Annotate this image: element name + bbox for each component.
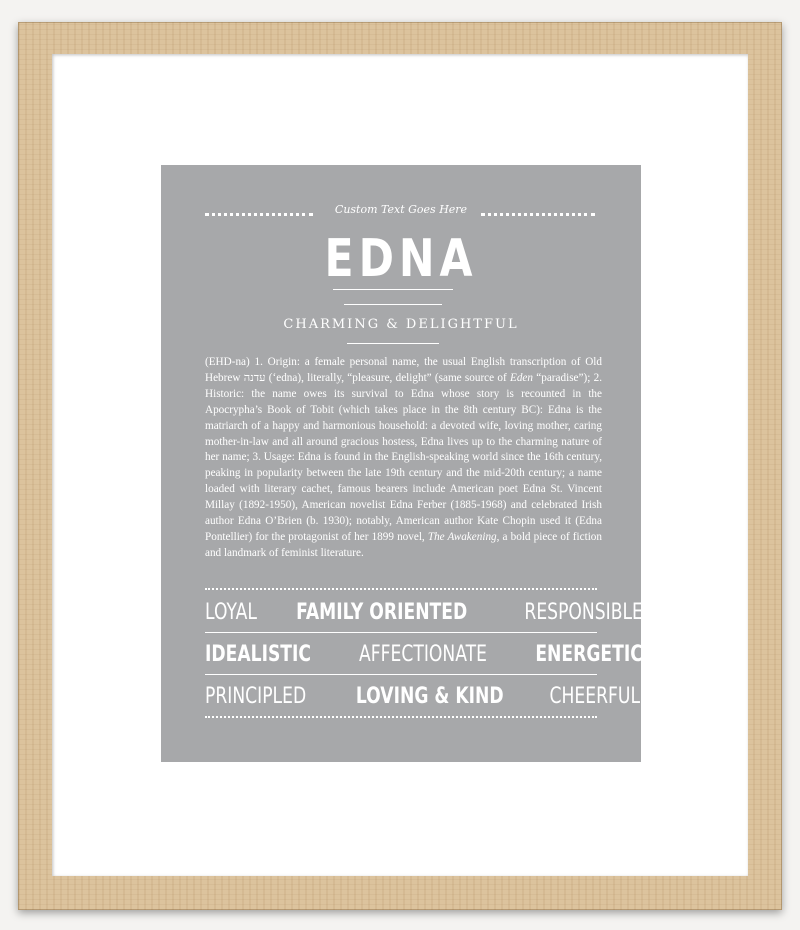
traits-row-2 <box>205 639 643 669</box>
definition-dotted-divider <box>205 588 597 590</box>
title-rule-bottom <box>344 304 442 305</box>
tagline: CHARMING & DELIGHTFUL <box>283 317 519 332</box>
trait: IDEALISTIC <box>205 641 311 667</box>
traits-rule <box>205 632 597 633</box>
title-rule-top <box>333 289 453 290</box>
definition-italic-novel: The Awakening <box>427 530 497 543</box>
definition-text-1: (EHD-na) 1. Origin: a female personal name, the usual English transcription of Old Hebrew עדנה (‘edna), literally, “pleasure, delight” (same source of <box>205 356 602 384</box>
name-print <box>161 165 641 762</box>
traits-row-3 <box>205 681 641 711</box>
dotted-divider-right <box>481 213 595 216</box>
bottom-dotted-divider <box>205 716 597 718</box>
trait: LOVING & KIND <box>355 683 504 709</box>
trait: RESPONSIBLE <box>524 599 643 625</box>
custom-text: Custom Text Goes Here <box>334 203 468 216</box>
definition-text-3: , a bold piece of fiction and landmark of feminist literature. <box>205 530 602 559</box>
trait: FAMILY ORIENTED <box>295 599 467 625</box>
trait: LOYAL <box>205 599 257 625</box>
name-title: EDNA <box>324 229 478 289</box>
trait: PRINCIPLED <box>205 683 307 709</box>
traits-rule <box>205 674 597 675</box>
trait: CHEERFUL <box>549 683 641 709</box>
trait: AFFECTIONATE <box>358 641 487 667</box>
definition-italic-eden: Eden <box>510 371 533 384</box>
definition-text-2: “paradise”); 2. Historic: the name owes its survival to Edna whose story is recounted in the Apocrypha’s Book of Tobit (which takes place in the 8th century BC): Edna is the matriarch of a happy and harmonious household: a devoted wife, loving mother, caring mother-in-law and all around gracious hostess, Edna lives up to the charming nature of her name; 3. Usage: Edna is found in the English-speaking world since the 16th century, peaking in popularity between the late 19th century and the mid-20th century; a name loaded with literary cachet, famous bearers include American poet Edna St. Vincent Millay (1892-1950), American novelist Edna Ferber (1885-1968) and celebrated Irish author Edna O’Brien (b. 1930); notably, American author Kate Chopin used it (Edna Pontellier) for the protagonist of her 1899 novel, <box>205 371 602 543</box>
name-definition <box>205 355 602 562</box>
traits-row-1 <box>205 597 643 627</box>
tagline-rule <box>347 343 439 344</box>
trait: ENERGETIC <box>535 641 643 667</box>
